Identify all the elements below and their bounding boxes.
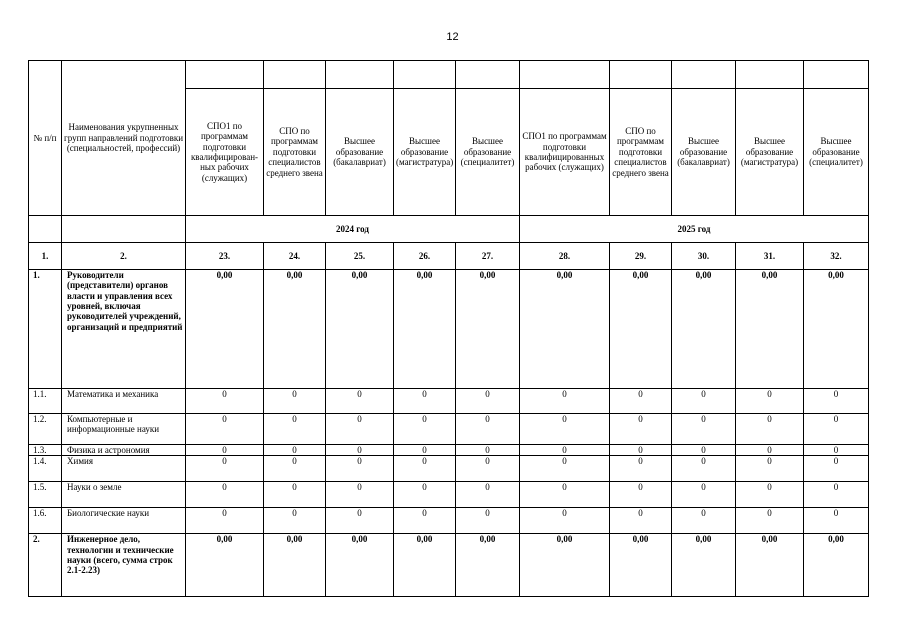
column-number: 30. <box>672 243 736 270</box>
row-value: 0,00 <box>610 270 672 389</box>
year-row <box>29 216 869 243</box>
row-value: 0 <box>264 508 326 534</box>
row-value: 0 <box>186 508 264 534</box>
row-value: 0,00 <box>610 534 672 597</box>
header-blank <box>264 61 326 89</box>
column-number: 23. <box>186 243 264 270</box>
row-value: 0 <box>736 389 804 414</box>
header-group: Высшее образование (бакалавриат) <box>326 89 394 216</box>
table-row <box>29 414 869 445</box>
row-value: 0 <box>186 414 264 445</box>
row-value: 0,00 <box>672 534 736 597</box>
header-group: Высшее образование (специалитет) <box>804 89 869 216</box>
header-group: СПО по программам подготовки специалистов среднего звена <box>264 89 326 216</box>
row-value: 0,00 <box>520 534 610 597</box>
row-value: 0 <box>394 389 456 414</box>
row-value: 0 <box>672 445 736 456</box>
row-value: 0,00 <box>804 534 869 597</box>
row-value: 0,00 <box>736 534 804 597</box>
column-number: 24. <box>264 243 326 270</box>
header-blank <box>804 61 869 89</box>
row-number: 1.6. <box>29 508 62 534</box>
row-value: 0 <box>610 445 672 456</box>
row-value: 0 <box>804 482 869 508</box>
row-value: 0 <box>520 389 610 414</box>
row-value: 0 <box>456 414 520 445</box>
row-value: 0 <box>610 482 672 508</box>
header-blank <box>520 61 610 89</box>
row-value: 0,00 <box>264 534 326 597</box>
row-value: 0 <box>326 389 394 414</box>
header-group: Высшее образование (бакалавриат) <box>672 89 736 216</box>
row-value: 0 <box>520 508 610 534</box>
row-value: 0,00 <box>186 270 264 389</box>
header-col-no: № п/п <box>29 61 62 216</box>
row-name: Химия <box>62 456 186 482</box>
row-value: 0 <box>672 482 736 508</box>
row-value: 0,00 <box>186 534 264 597</box>
row-value: 0,00 <box>520 270 610 389</box>
row-value: 0,00 <box>326 270 394 389</box>
row-value: 0 <box>264 482 326 508</box>
row-value: 0 <box>520 482 610 508</box>
row-value: 0 <box>804 389 869 414</box>
header-col-name: Наименования укрупненных групп направлений подготовки (специальностей, профессий) <box>62 61 186 216</box>
column-number: 32. <box>804 243 869 270</box>
row-value: 0 <box>804 456 869 482</box>
row-value: 0 <box>456 508 520 534</box>
header-blank <box>326 61 394 89</box>
row-value: 0 <box>804 414 869 445</box>
row-value: 0,00 <box>326 534 394 597</box>
row-value: 0,00 <box>264 270 326 389</box>
header-group: СПО по программам подготовки специалистов среднего звена <box>610 89 672 216</box>
row-number: 1.3. <box>29 445 62 456</box>
row-value: 0 <box>520 445 610 456</box>
header-group: Высшее образование (магистратура) <box>736 89 804 216</box>
table-row <box>29 456 869 482</box>
row-number: 2. <box>29 534 62 597</box>
row-value: 0 <box>456 445 520 456</box>
row-name: Руководители (представители) органов власти и управления всех уровней, включая руководителей учреждений, организаций и предприятий <box>62 270 186 389</box>
row-value: 0 <box>264 445 326 456</box>
row-value: 0 <box>736 508 804 534</box>
row-value: 0,00 <box>456 270 520 389</box>
row-value: 0 <box>736 482 804 508</box>
row-value: 0 <box>672 414 736 445</box>
year-blank <box>29 216 62 243</box>
row-value: 0,00 <box>456 534 520 597</box>
row-name: Биологические науки <box>62 508 186 534</box>
header-blank <box>736 61 804 89</box>
column-number: 28. <box>520 243 610 270</box>
table-row <box>29 389 869 414</box>
row-value: 0 <box>264 389 326 414</box>
table-row <box>29 508 869 534</box>
row-name: Компьютерные и информационные науки <box>62 414 186 445</box>
year-2025: 2025 год <box>520 216 869 243</box>
row-value: 0 <box>264 456 326 482</box>
row-name: Математика и механика <box>62 389 186 414</box>
row-number: 1.4. <box>29 456 62 482</box>
row-value: 0,00 <box>394 270 456 389</box>
header-group: Высшее образование (специалитет) <box>456 89 520 216</box>
row-value: 0 <box>672 389 736 414</box>
row-value: 0 <box>610 389 672 414</box>
page-number: 12 <box>446 31 459 43</box>
row-value: 0 <box>736 456 804 482</box>
table-row <box>29 482 869 508</box>
row-number: 1.5. <box>29 482 62 508</box>
row-value: 0 <box>186 482 264 508</box>
row-value: 0,00 <box>672 270 736 389</box>
column-number: 31. <box>736 243 804 270</box>
row-value: 0 <box>610 414 672 445</box>
header-blank <box>394 61 456 89</box>
row-value: 0 <box>804 508 869 534</box>
row-value: 0 <box>186 389 264 414</box>
column-number: 27. <box>456 243 520 270</box>
row-value: 0 <box>394 414 456 445</box>
row-value: 0,00 <box>736 270 804 389</box>
header-top-row <box>29 61 869 89</box>
row-value: 0 <box>326 508 394 534</box>
row-value: 0 <box>394 482 456 508</box>
row-value: 0 <box>326 445 394 456</box>
row-value: 0 <box>456 456 520 482</box>
row-value: 0 <box>672 508 736 534</box>
row-name: Науки о земле <box>62 482 186 508</box>
row-number: 1.1. <box>29 389 62 414</box>
column-number: 2. <box>62 243 186 270</box>
header-group: СПО1 по программам подготовки квалифицирован-ных рабочих (служащих) <box>186 89 264 216</box>
year-blank <box>62 216 186 243</box>
education-table <box>28 60 869 597</box>
row-number: 1. <box>29 270 62 389</box>
header-blank <box>672 61 736 89</box>
row-value: 0,00 <box>394 534 456 597</box>
table-row <box>29 270 869 389</box>
row-value: 0 <box>264 414 326 445</box>
header-blank <box>186 61 264 89</box>
column-number: 25. <box>326 243 394 270</box>
row-value: 0,00 <box>804 270 869 389</box>
row-value: 0 <box>186 445 264 456</box>
header-group: Высшее образование (магистратура) <box>394 89 456 216</box>
row-value: 0 <box>186 456 264 482</box>
row-value: 0 <box>736 445 804 456</box>
row-value: 0 <box>456 389 520 414</box>
column-number: 29. <box>610 243 672 270</box>
row-value: 0 <box>326 456 394 482</box>
column-number: 1. <box>29 243 62 270</box>
header-group: СПО1 по программам подготовки квалифицированных рабочих (служащих) <box>520 89 610 216</box>
table-row <box>29 534 869 597</box>
row-value: 0 <box>456 482 520 508</box>
row-value: 0 <box>326 482 394 508</box>
row-value: 0 <box>394 445 456 456</box>
row-value: 0 <box>610 456 672 482</box>
row-value: 0 <box>610 508 672 534</box>
row-number: 1.2. <box>29 414 62 445</box>
row-name: Физика и астрономия <box>62 445 186 456</box>
header-blank <box>456 61 520 89</box>
row-name: Инженерное дело, технологии и технические науки (всего, сумма строк 2.1-2.23) <box>62 534 186 597</box>
row-value: 0 <box>804 445 869 456</box>
table-row <box>29 445 869 456</box>
row-value: 0 <box>672 456 736 482</box>
column-number-row <box>29 243 869 270</box>
header-blank <box>610 61 672 89</box>
row-value: 0 <box>326 414 394 445</box>
row-value: 0 <box>736 414 804 445</box>
row-value: 0 <box>520 456 610 482</box>
column-number: 26. <box>394 243 456 270</box>
row-value: 0 <box>394 508 456 534</box>
row-value: 0 <box>520 414 610 445</box>
row-value: 0 <box>394 456 456 482</box>
year-2024: 2024 год <box>186 216 520 243</box>
